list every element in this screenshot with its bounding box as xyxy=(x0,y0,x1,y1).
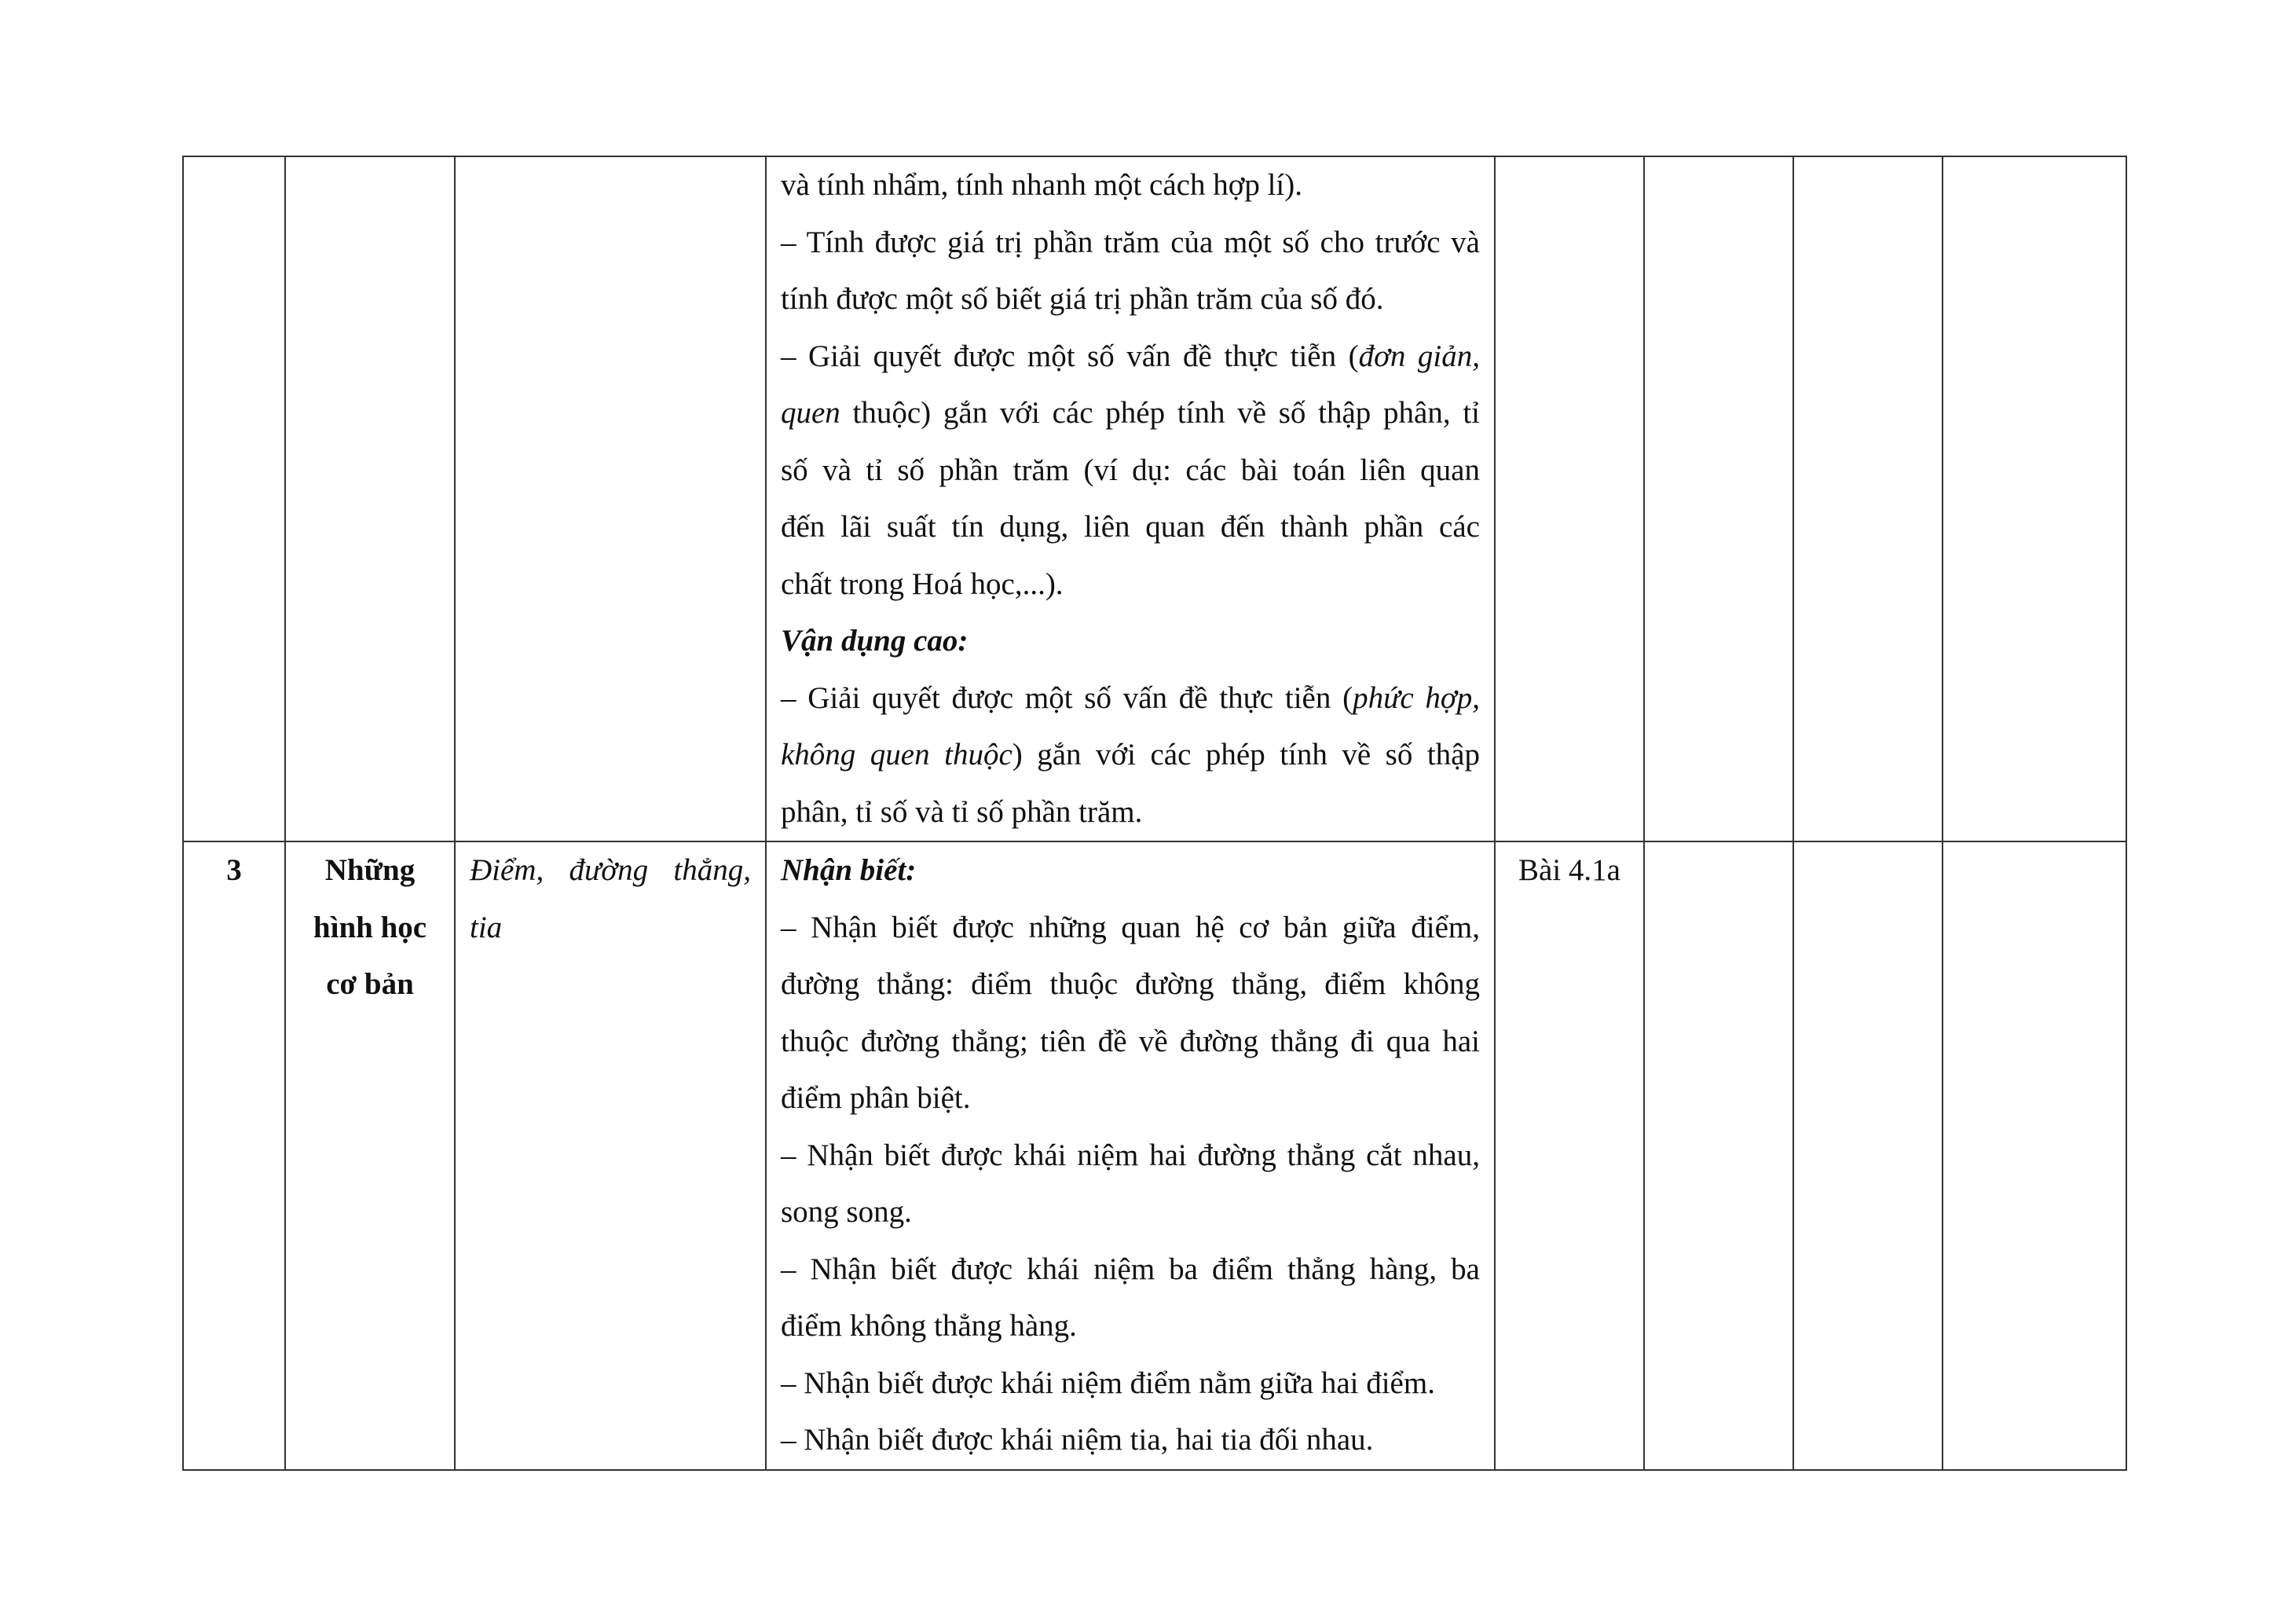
requirement-text: tính được một số biết giá trị phần trăm của số đó. xyxy=(781,282,1384,316)
requirement-text: – Nhận biết được khái niệm điểm nằm giữa hai điểm. xyxy=(781,1366,1435,1400)
requirement-text: đường thẳng: điểm thuộc đường thẳng, điểm không xyxy=(781,967,1480,1001)
content-line: tia xyxy=(470,910,503,944)
requirement-text: điểm phân biệt. xyxy=(781,1081,971,1115)
requirement-line xyxy=(781,214,1480,272)
question-cell-1 xyxy=(1495,156,1644,841)
requirement-text: chất trong Hoá học,...). xyxy=(781,566,1064,601)
requirement-line xyxy=(781,385,1480,442)
requirement-line xyxy=(781,271,1480,328)
requirements-cell xyxy=(766,841,1495,1470)
requirement-line xyxy=(781,1127,1480,1185)
content-cell xyxy=(455,156,766,841)
requirement-line xyxy=(781,328,1480,386)
requirement-text: số và tỉ số phần trăm (ví dụ: các bài toán liên quan xyxy=(781,453,1480,487)
requirement-text: không quen thuộc xyxy=(781,738,1013,772)
requirement-line xyxy=(781,1014,1480,1071)
requirement-line xyxy=(781,727,1480,784)
question-cell-2 xyxy=(1644,156,1793,841)
requirement-text: – Nhận biết được khái niệm tia, hai tia đối nhau. xyxy=(781,1423,1374,1457)
requirement-text: – Nhận biết được những quan hệ cơ bản giữa điểm, xyxy=(781,910,1480,944)
topic-line: hình học xyxy=(313,910,427,944)
requirement-text: Nhận biết: xyxy=(781,853,917,887)
requirement-text: thuộc đường thẳng; tiên đề về đường thẳng đi qua hai xyxy=(781,1024,1480,1058)
question-cell-2 xyxy=(1644,841,1793,1470)
requirement-text: – Giải quyết được một số vấn đề thực tiễn ( xyxy=(781,680,1353,715)
topic-cell xyxy=(285,156,455,841)
question-cell-1: Bài 4.1a xyxy=(1495,841,1644,1470)
requirement-line xyxy=(781,1070,1480,1127)
requirement-text: và tính nhẩm, tính nhanh một cách hợp lí). xyxy=(781,168,1302,202)
topic-line: cơ bản xyxy=(326,967,414,1001)
requirement-text: – Tính được giá trị phần trăm của một số cho trước và xyxy=(781,225,1480,259)
requirement-text: Vận dụng cao: xyxy=(781,624,969,658)
table-row xyxy=(183,841,2126,1470)
requirement-line xyxy=(781,900,1480,957)
content-cell xyxy=(455,841,766,1470)
table-row xyxy=(183,156,2126,841)
requirement-text: ) gắn với các phép tính về số thập xyxy=(1012,738,1480,772)
content-line: Điểm, đường thẳng, xyxy=(470,853,751,887)
requirement-text: phân, tỉ số và tỉ số phần trăm. xyxy=(781,794,1143,829)
requirement-line xyxy=(781,1412,1480,1469)
requirement-line xyxy=(781,157,1480,214)
topic-line: Những xyxy=(324,853,416,887)
requirement-line xyxy=(781,442,1480,500)
requirement-line xyxy=(781,1184,1480,1241)
requirement-text: phức hợp, xyxy=(1353,680,1480,715)
requirement-text: điểm không thẳng hàng. xyxy=(781,1309,1077,1343)
requirement-text: quen xyxy=(781,396,840,430)
requirement-text: thuộc) gắn với các phép tính về số thập phân, tỉ xyxy=(840,396,1480,430)
requirement-line xyxy=(781,499,1480,556)
row-number-cell xyxy=(183,156,285,841)
requirement-text: đến lãi suất tín dụng, liên quan đến thành phần các xyxy=(781,510,1480,544)
requirement-line xyxy=(781,1241,1480,1299)
topic-cell xyxy=(285,841,455,1470)
requirement-text: – Nhận biết được khái niệm hai đường thẳng cắt nhau, xyxy=(781,1138,1480,1172)
question-cell-3 xyxy=(1793,156,1943,841)
question-cell-4 xyxy=(1943,841,2126,1470)
question-cell-4 xyxy=(1943,156,2126,841)
requirement-line xyxy=(781,784,1480,841)
requirement-line xyxy=(781,670,1480,728)
row-number-cell: 3 xyxy=(183,841,285,1470)
requirement-line xyxy=(781,842,1480,900)
requirement-text: đơn giản, xyxy=(1358,339,1480,373)
requirement-text: song song. xyxy=(781,1195,912,1229)
requirement-line xyxy=(781,1298,1480,1355)
requirement-text: – Nhận biết được khái niệm ba điểm thẳng hàng, ba xyxy=(781,1252,1480,1286)
requirement-line xyxy=(781,1355,1480,1413)
requirements-cell xyxy=(766,156,1495,841)
requirement-line xyxy=(781,556,1480,614)
requirement-text: – Giải quyết được một số vấn đề thực tiễn ( xyxy=(781,339,1359,373)
requirement-line xyxy=(781,956,1480,1014)
specification-table xyxy=(182,156,2127,1471)
question-cell-3 xyxy=(1793,841,1943,1470)
requirement-line xyxy=(781,613,1480,670)
